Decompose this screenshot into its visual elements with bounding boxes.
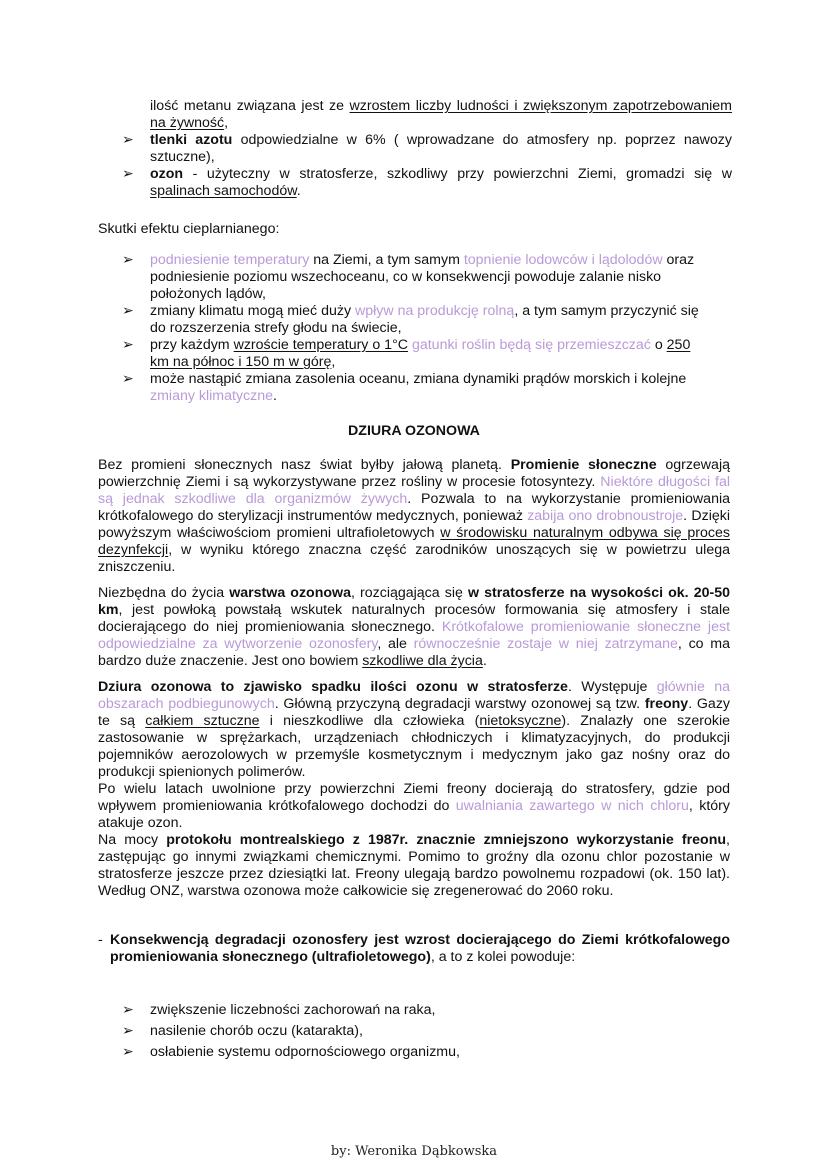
top-list	[122, 98, 732, 200]
methane-continuation: ilość metanu związana jest ze wzrostem liczby ludności i zwiększonym zapotrzebowaniem na żywność,	[150, 98, 732, 131]
paragraph-freons: Po wielu latach uwolnione przy powierzchni Ziemi freony docierają do stratosfery, gdzie pod wpływem promieniowania krótkofalowego dochodzi do uwalniania zawartego w nich chloru, który atakuje ozon.	[98, 781, 730, 831]
consequence-item: ➢ zwiększenie liczebności zachorowań na raka,	[122, 1000, 710, 1021]
effect-item-species-migration: ➢ przy każdym wzroście temperatury o 1°C gatunki roślin będą się przemieszczać o 250 km na północ i 150 m w górę,	[122, 337, 691, 370]
main-body	[98, 457, 730, 900]
arrow-bullet-icon: ➢	[122, 1023, 134, 1039]
effects-title: Skutki efektu cieplarnianego:	[98, 221, 280, 237]
arrow-bullet-icon: ➢	[122, 371, 134, 387]
paragraph-montreal: Na mocy protokołu montrealskiego z 1987r. znacznie zmniejszono wykorzystanie freonu, zastępując go innymi związkami chemicznymi. Pomimo to groźny dla ozonu chlor pozostanie w stratosferze jeszcze przez dziesiątki lat. Freony ulegają bardzo powolnemu rozpadowi (ok. 150 lat). Według ONZ, warstwa ozonowa może całkowicie się zregenerować do 2060 roku.	[98, 832, 730, 899]
effect-item-temperature: ➢ podniesienie temperatury na Ziemi, a tym samym topnienie lodowców i lądolodów oraz podniesienie poziomu wszechoceanu, co w konsekwencji powoduje zalanie nisko położonych lądów,	[122, 252, 695, 302]
effect-item-ocean: ➢ może nastąpić zmiana zasolenia oceanu, zmiana dynamiki prądów morskich i kolejne zmiany klimatyczne.	[122, 371, 687, 404]
consequence-item: ➢ nasilenie chorób oczu (katarakta),	[122, 1021, 710, 1042]
list-item-ozone: ➢ ozon - użyteczny w stratosferze, szkodliwy przy powierzchni Ziemi, gromadzi się w spalinach samochodów.	[122, 166, 732, 199]
paragraph-ozone-layer: Niezbędna do życia warstwa ozonowa, rozciągająca się w stratosferze na wysokości ok. 20-50 km, jest powłoką powstałą wskutek naturalnych procesów formowania się atmosfery i stale docierającego do niej promieniowania słonecznego. Krótkofalowe promieniowanie słoneczne jest odpowiedzialne za wytworzenie ozonosfery, ale równocześnie zostaje w niej zatrzymane, co ma bardzo duże znaczenie. Jest ono bowiem szkodliwe dla życia.	[98, 585, 731, 669]
paragraph-ozone-hole: Dziura ozonowa to zjawisko spadku ilości ozonu w stratosferze. Występuje głównie na obszarach podbiegunowych. Główną przyczyną degradacji warstwy ozonowej są tzw. freony. Gazy te są całkiem sztuczne i nieszkodliwe dla człowieka (nietoksyczne). Znalazły one szerokie zastosowanie w sprężarkach, urządzeniach chłodniczych i klimatyzacyjnych, do produkcji pojemników aerozolowych w przemyśle kosmetycznym i medycznym jako gaz nośny oraz do produkcji spienionych polimerów.	[98, 679, 731, 780]
author-footer: by: Weronika Dąbkowska	[330, 1144, 498, 1159]
list-item-nitrogen-oxides: ➢ tlenki azotu odpowiedzialne w 6% ( wprowadzane do atmosfery np. poprzez nawozy sztuczne),	[122, 132, 732, 165]
arrow-bullet-icon: ➢	[122, 1002, 134, 1018]
consequence-block	[98, 932, 730, 966]
consequence-list	[122, 1000, 710, 1063]
consequence-statement: - Konsekwencją degradacji ozonosfery jest wzrost docierającego do Ziemi krótkofalowego promieniowania słonecznego (ultrafioletowego), a to z kolei powoduje:	[98, 932, 730, 965]
arrow-bullet-icon: ➢	[122, 1044, 134, 1060]
paragraph-uv: Bez promieni słonecznych nasz świat byłby jałową planetą. Promienie słoneczne ogrzewają powierzchnię Ziemi i są wykorzystywane przez rośliny w procesie fotosyntezy. Niektóre długości fal są jednak szkodliwe dla organizmów żywych. Pozwala to na wykorzystanie promieniowania krótkofalowego do sterylizacji instrumentów medycznych, ponieważ zabija ono drobnoustroje. Dzięki powyższym właściwościom promieni ultrafioletowych w środowisku naturalnym odbywa się proces dezynfekcji, w wyniku którego znaczna część zarodników unoszących się w powietrzu ulega zniszczeniu.	[98, 457, 730, 575]
arrow-bullet-icon: ➢	[122, 303, 134, 319]
arrow-bullet-icon: ➢	[122, 166, 134, 182]
arrow-bullet-icon: ➢	[122, 337, 134, 353]
section-heading: DZIURA OZONOWA	[348, 423, 480, 439]
consequence-item: ➢ osłabienie systemu odpornościowego organizmu,	[122, 1042, 710, 1063]
effect-item-agriculture: ➢ zmiany klimatu mogą mieć duży wpływ na produkcję rolną, a tym samym przyczynić się do rozszerzenia strefy głodu na świecie,	[122, 303, 699, 336]
arrow-bullet-icon: ➢	[122, 252, 134, 268]
arrow-bullet-icon: ➢	[122, 132, 134, 148]
effects-list	[122, 252, 710, 405]
